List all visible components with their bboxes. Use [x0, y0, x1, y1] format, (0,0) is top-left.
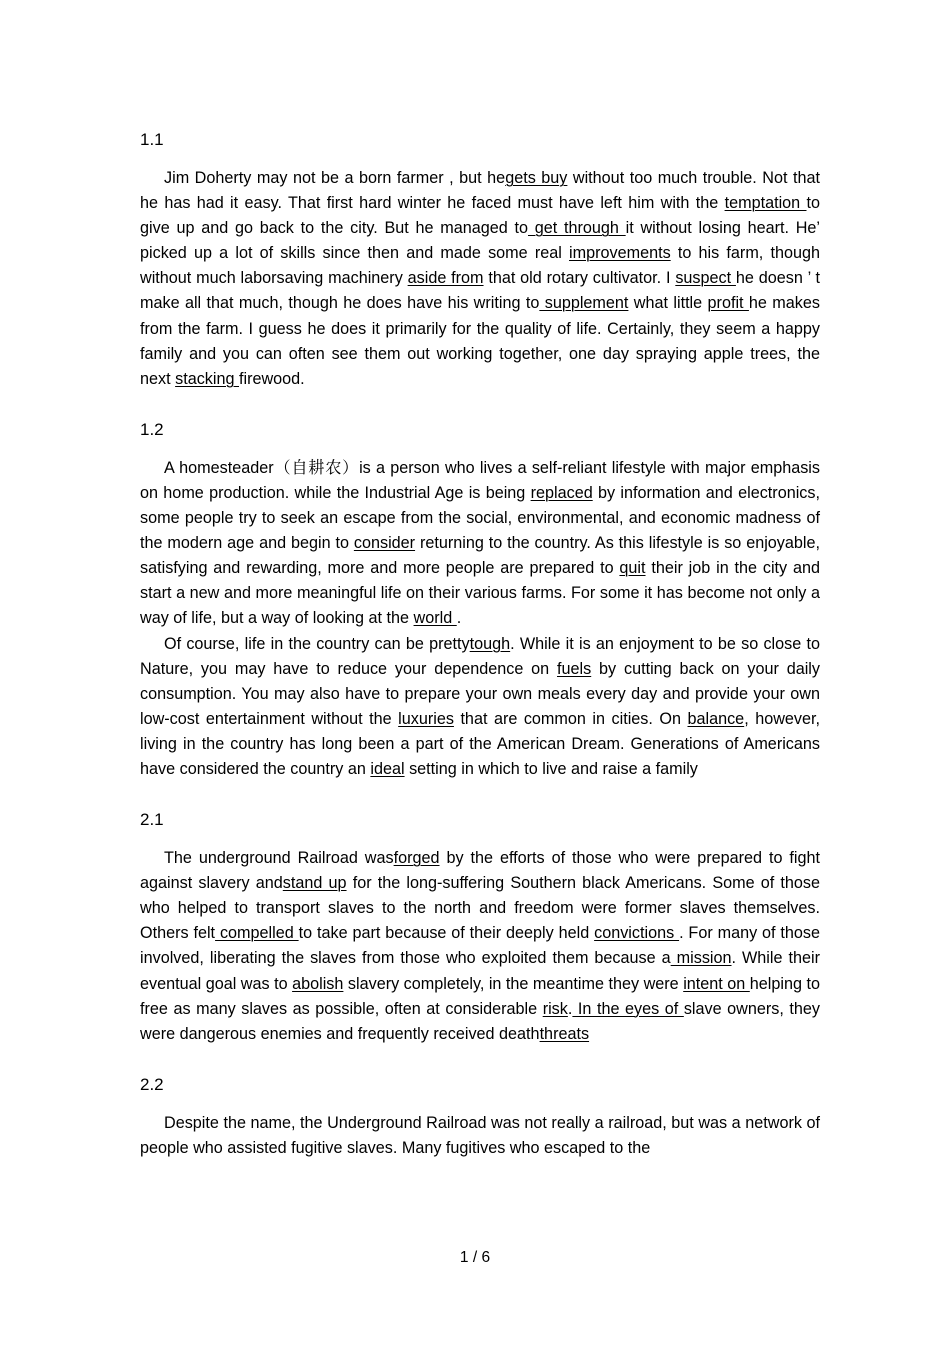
body-text: . While it is an enjoyment to be so close to Nature, you may have to reduce your dependence on — [140, 634, 820, 678]
underlined-answer: gets buy — [505, 169, 568, 187]
underlined-answer: forged — [393, 849, 440, 868]
underlined-answer: compelled — [215, 924, 299, 943]
underlined-answer: risk — [542, 999, 568, 1018]
underlined-answer: In the eyes of — [572, 999, 684, 1018]
paragraph — [140, 632, 820, 783]
underlined-answer: profit — [707, 294, 749, 313]
underlined-answer: balance — [687, 709, 745, 728]
page-number: 1 / 6 — [459, 1249, 491, 1266]
body-text: setting in which to live and raise a family — [404, 759, 698, 778]
section-heading: 1.2 — [140, 419, 164, 439]
body-text: their job in the city and start a new and more meaningful life on their various farms. For some it has become not only a way of life, but a way of looking at the — [140, 559, 820, 628]
underlined-answer: tough — [469, 634, 511, 653]
body-text: by the efforts of those who were prepared to fight against slavery and — [140, 849, 821, 893]
body-text: Jim Doherty may not be a born farmer , but he — [164, 169, 506, 187]
paragraph — [140, 456, 820, 632]
body-text: he doesn ’ t make all that much, though he does have his writing to — [140, 269, 820, 313]
underlined-answer: threats — [539, 1024, 590, 1043]
body-text: by cutting back on your daily consumption. You may also have to prepare your own meals every day and provide your own low-cost entertainment without the — [140, 659, 820, 728]
body-text: . — [456, 609, 462, 628]
page-footer — [0, 1248, 950, 1268]
underlined-answer: suspect — [675, 269, 736, 288]
body-text: he makes from the farm. I guess he does it primarily for the quality of life. Certainly, they seem a happy family and you can often see them out working together, one day spraying apple trees, the next — [140, 294, 820, 388]
underlined-answer: luxuries — [398, 709, 454, 728]
body-text: helping to free as many slaves as possible, often at considerable — [140, 974, 821, 1018]
body-text: slavery completely, in the meantime they were — [343, 974, 684, 993]
underlined-answer: fuels — [557, 659, 592, 678]
body-text: . — [567, 999, 573, 1018]
body-text: that old rotary cultivator. I — [483, 269, 676, 288]
underlined-answer: stand up — [282, 874, 347, 893]
paragraph — [140, 846, 820, 1047]
body-text: , however, living in the country has long been a part of the American Dream. Generations of Americans have considered the country an — [140, 709, 820, 778]
underlined-answer: temptation — [724, 194, 807, 213]
body-text: what little — [628, 294, 708, 313]
underlined-answer: mission — [670, 949, 732, 968]
body-text: A homesteader（自耕农）is a person who lives a self-reliant lifestyle with major emphasis on home production. while the Industrial Age is being — [140, 458, 820, 502]
body-text: to give up and go back to the city. But he managed to — [140, 194, 820, 238]
underlined-answer: get through — [528, 219, 626, 238]
body-text: to take part because of their deeply held — [298, 924, 595, 943]
underlined-answer: replaced — [530, 483, 593, 502]
underlined-answer: quit — [619, 559, 646, 578]
section-heading: 1.1 — [140, 130, 164, 149]
underlined-answer: convictions — [594, 924, 680, 943]
paragraph — [140, 1111, 820, 1161]
body-text: firewood. — [239, 369, 305, 388]
body-text: by information and electronics, some people try to seek an escape from the social, environmental, and economic madness of the modern age and begin to — [140, 483, 820, 553]
body-text: without too much trouble. Not that he has had it easy. That first hard winter he faced must have left him with the — [140, 169, 820, 213]
body-text: returning to the country. As this lifestyle is so enjoyable, satisfying and rewarding, more and more people are prepared to — [140, 534, 821, 578]
underlined-answer: supplement — [539, 294, 629, 313]
body-text: that are common in cities. On — [453, 709, 688, 728]
body-text: The underground Railroad was — [164, 849, 394, 868]
body-text: Of course, life in the country can be pretty — [164, 634, 470, 653]
underlined-answer: world — [413, 609, 457, 628]
underlined-answer: consider — [353, 534, 416, 553]
body-text: Despite the name, the Underground Railroad was not really a railroad, but was a network of people who assisted fugitive slaves. Many fugitives who escaped to the — [140, 1113, 820, 1157]
underlined-answer: ideal — [370, 759, 405, 778]
underlined-answer: intent on — [683, 974, 750, 993]
paragraph — [140, 166, 820, 392]
body-text: it without losing heart. He’ picked up a lot of skills since then and made some real — [140, 219, 820, 263]
section-heading: 2.1 — [140, 810, 164, 830]
underlined-answer: aside from — [407, 269, 484, 288]
underlined-answer: improvements — [569, 244, 671, 263]
body-text: . While their eventual goal was to — [140, 949, 820, 993]
underlined-answer: abolish — [292, 974, 344, 993]
document-body — [140, 128, 820, 1161]
section-heading: 2.2 — [140, 1074, 164, 1094]
underlined-answer: stacking — [175, 369, 239, 388]
body-text: slave owners, they were dangerous enemies and frequently received death — [140, 999, 820, 1043]
body-text: . For many of those involved, liberating the slaves from those who exploited them because a — [140, 924, 821, 968]
body-text: to his farm, though without much laborsaving machinery — [140, 244, 820, 288]
body-text: for the long-suffering Southern black Americans. Some of those who helped to transport slaves to the north and freedom were former slaves themselves. Others felt — [140, 874, 820, 943]
